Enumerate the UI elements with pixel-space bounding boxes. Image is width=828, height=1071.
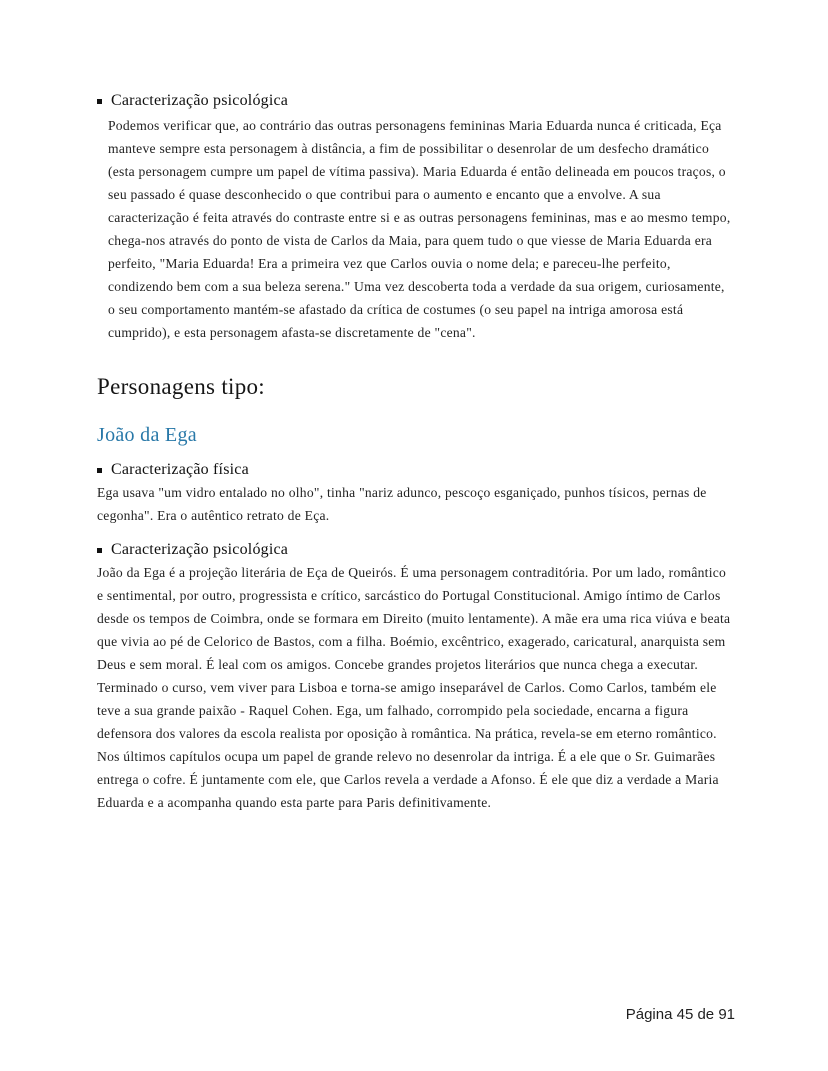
paragraph-joao-fisica: Ega usava "um vidro entalado no olho", tinha "nariz adunco, pescoço esganiçado, punhos tísicos, pernas de cegonha". Era o autêntico retrato de Eça. [97,485,707,523]
heading-caracterizacao-fisica-joao [97,461,735,479]
page-number: Página 45 de 91 [625,1006,735,1023]
paragraph-joao-psicologica: João da Ega é a projeção literária de Eça de Queirós. É uma personagem contraditória. Por um lado, romântico e sentimental, por outro, progressista e crítico, sarcástico do Portugal Constitucional. Amigo íntimo de Carlos desde os tempos de Coimbra, onde se formara em Direito (muito lentamente). A mãe era uma rica viúva e beata que vivia ao pé de Celorico de Bastos, com a filha. Boémio, excêntrico, exagerado, caricatural, anarquista sem Deus e sem moral. É leal com os amigos. Concebe grandes projetos literários que nunca chega a executar. Terminado o curso, vem viver para Lisboa e torna-se amigo inseparável de Carlos. Como Carlos, também ele teve a sua grande paixão - Raquel Cohen. Ega, um falhado, corrompido pela sociedade, encarna a figura defensora dos valores da escola realista por oposição à romântica. Na prática, revela-se em eterno romântico. Nos últimos capítulos ocupa um papel de grande relevo no desenrolar da intriga. É a ele que o Sr. Guimarães entrega o cofre. É juntamente com ele, que Carlos revela a verdade a Afonso. É ele que diz a verdade a Maria Eduarda e a acompanha quando esta parte para Paris definitivamente. [97,565,731,810]
bullet-icon [97,548,102,553]
bullet-icon [97,99,102,104]
section-heading-personagens-tipo: Personagens tipo: [97,374,265,399]
heading-caracterizacao-psicologica-maria [97,92,735,110]
character-heading-joao-da-ega: João da Ega [97,424,197,446]
heading-caracterizacao-psicologica-joao [97,541,735,559]
paragraph-maria-eduarda-psicologica: Podemos verificar que, ao contrário das outras personagens femininas Maria Eduarda nunca é criticada, Eça manteve sempre esta personagem à distância, a fim de possibilitar o desenrolar de um desfecho dramático (esta personagem cumpre um papel de vítima passiva). Maria Eduarda é então delineada em poucos traços, o seu passado é quase desconhecido o que contribui para o aumento e encanto que a envolve. A sua caracterização é feita através do contraste entre si e as outras personagens femininas, mas e ao mesmo tempo, chega-nos através do ponto de vista de Carlos da Maia, para quem tudo o que viesse de Maria Eduarda era perfeito, "Maria Eduarda! Era a primeira vez que Carlos ouvia o nome dela; e pareceu-lhe perfeito, condizendo bem com a sua beleza serena." Uma vez descoberta toda a verdade da sua origem, curiosamente, o seu comportamento mantém-se afastado da crítica de costumes (o seu papel na intriga amorosa está cumprido), e esta personagem afasta-se discretamente de "cena". [108,118,731,340]
heading-label: Caracterização psicológica [111,541,289,558]
bullet-icon [97,468,102,473]
heading-label: Caracterização psicológica [111,92,289,109]
heading-label: Caracterização física [111,461,249,478]
